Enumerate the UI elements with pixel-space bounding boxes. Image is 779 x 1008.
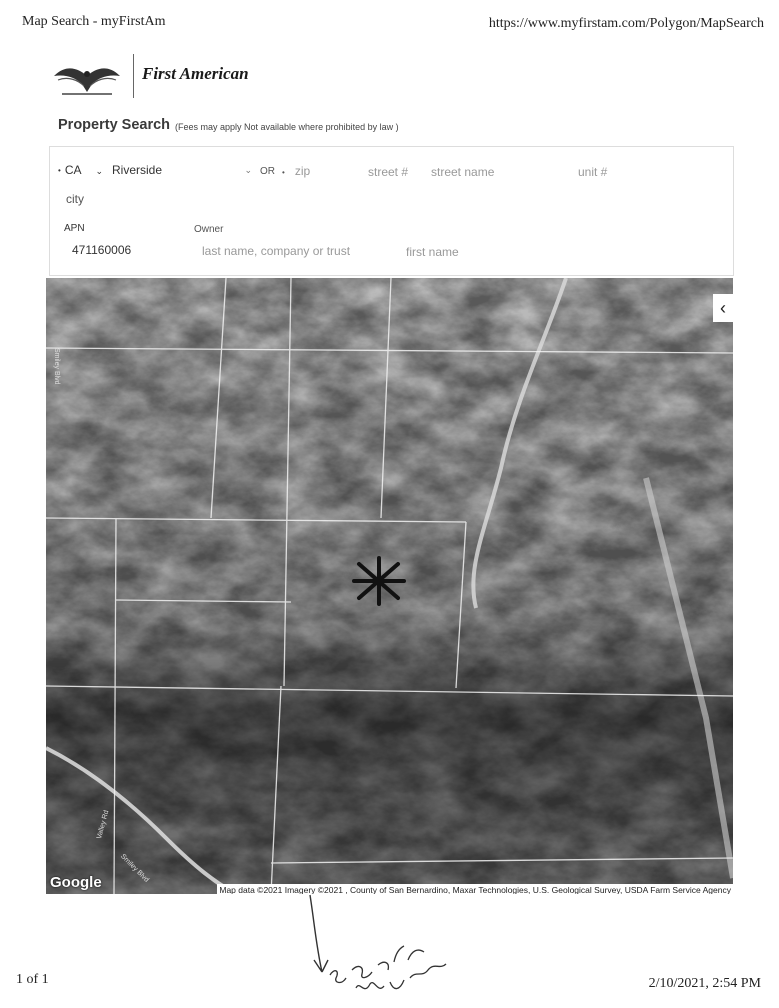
zip-placeholder: zip — [294, 164, 311, 178]
county-select[interactable] — [112, 163, 252, 177]
required-dot-icon: • — [58, 166, 61, 176]
apn-label: APN — [64, 223, 85, 234]
chevron-down-icon: ⌄ — [244, 165, 252, 175]
street-number-input[interactable]: street # — [368, 165, 409, 179]
chevron-left-icon: ‹ — [720, 298, 726, 318]
state-value: CA — [64, 163, 82, 177]
last-name-input[interactable]: last name, company or trust — [202, 244, 351, 258]
fees-note: (Fees may apply Not available where prohibited by law ) — [175, 122, 399, 132]
eagle-icon — [48, 50, 126, 102]
state-select[interactable] — [58, 163, 103, 177]
or-label: OR — [260, 166, 275, 177]
zip-input[interactable] — [282, 164, 310, 178]
brand-name: First American — [142, 64, 249, 83]
unit-input[interactable]: unit # — [578, 165, 608, 179]
owner-label: Owner — [194, 224, 224, 235]
road-label: Smiley Blvd — [119, 853, 150, 884]
print-header-title: Map Search - myFirstAm — [22, 14, 166, 29]
road-label: Valley Rd — [96, 809, 111, 840]
apn-input[interactable]: 471160006 — [72, 243, 132, 257]
satellite-imagery — [46, 278, 733, 894]
google-logo: Google — [50, 874, 102, 891]
search-form — [49, 146, 734, 276]
print-footer-page: 1 of 1 — [16, 972, 49, 987]
chevron-down-icon: ⌄ — [95, 166, 104, 176]
required-dot-icon: • — [282, 168, 285, 177]
logo-divider — [133, 54, 134, 98]
city-input[interactable]: city — [66, 192, 84, 206]
handwritten-note — [300, 890, 460, 1005]
first-name-input[interactable]: first name — [406, 245, 459, 259]
page-title: Property Search — [58, 117, 171, 133]
street-name-input[interactable]: street name — [431, 165, 495, 179]
map-attribution: Map data ©2021 Imagery ©2021 , County of San Bernardino, Maxar Technologies, U.S. Geological Survey, USDA Farm Service Agency — [219, 885, 731, 894]
county-value: Riverside — [112, 163, 163, 177]
first-american-logo[interactable] — [48, 50, 258, 102]
property-marker — [354, 558, 404, 604]
road-label: Smiley Blvd — [53, 348, 60, 385]
satellite-map[interactable] — [46, 278, 733, 894]
panel-toggle-button[interactable] — [713, 294, 733, 322]
print-footer-datetime: 2/10/2021, 2:54 PM — [648, 976, 761, 991]
print-header-url: https://www.myfirstam.com/Polygon/MapSearch — [488, 16, 764, 31]
